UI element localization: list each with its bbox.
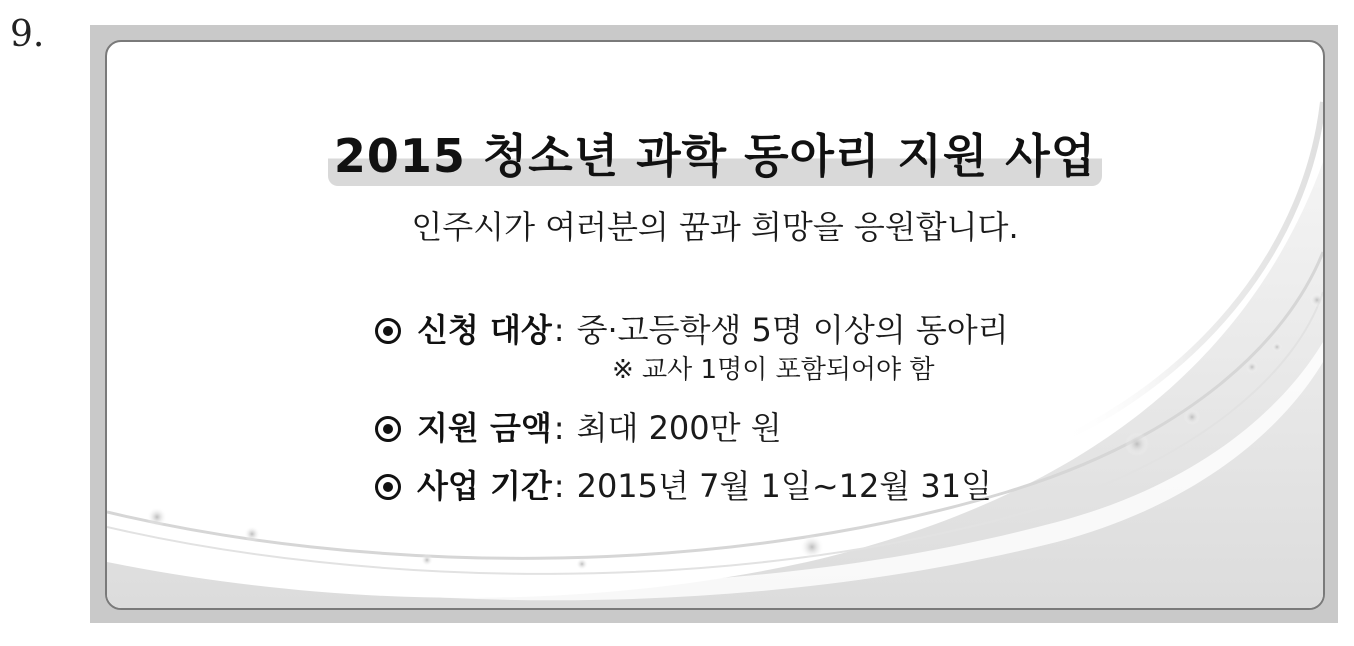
list-item [375, 466, 1009, 506]
item-value: 최대 200만 원 [576, 409, 782, 447]
item-note: ※ 교사 1명이 포함되어야 함 [612, 355, 935, 385]
notice-subtitle: 인주시가 여러분의 꿈과 희망을 응원합니다. [411, 208, 1019, 246]
sparkle-dot [1272, 342, 1282, 352]
question-number: 9. [10, 14, 45, 55]
notice-title: 2015 청소년 과학 동아리 지원 사업 [328, 120, 1102, 186]
notice-items [375, 310, 1009, 506]
item-label: 지원 금액 [417, 409, 552, 447]
circled-dot-bullet-icon [375, 474, 401, 500]
notice-card [105, 40, 1325, 610]
circled-dot-bullet-icon [375, 318, 401, 344]
sparkle-dot [1184, 409, 1200, 425]
sparkle-dot [800, 535, 824, 559]
sparkle-dot [1125, 432, 1149, 456]
title-wrap [107, 120, 1323, 186]
notice-frame [90, 25, 1338, 623]
item-value: 중·고등학생 5명 이상의 동아리 [576, 311, 1009, 349]
circled-dot-bullet-icon [375, 416, 401, 442]
item-separator: : [553, 409, 565, 447]
sparkle-dot [244, 526, 260, 542]
list-item [375, 310, 1009, 350]
sparkle-dot [1246, 361, 1258, 373]
sparkle-dot [576, 558, 588, 570]
item-value: 2015년 7월 1일~12월 31일 [576, 467, 993, 505]
item-separator: : [553, 311, 565, 349]
sparkle-dot [421, 554, 433, 566]
item-label: 신청 대상 [417, 311, 552, 349]
sparkle-dot [147, 507, 167, 527]
item-label: 사업 기간 [417, 467, 552, 505]
item-separator: : [553, 467, 565, 505]
list-item [375, 408, 1009, 448]
